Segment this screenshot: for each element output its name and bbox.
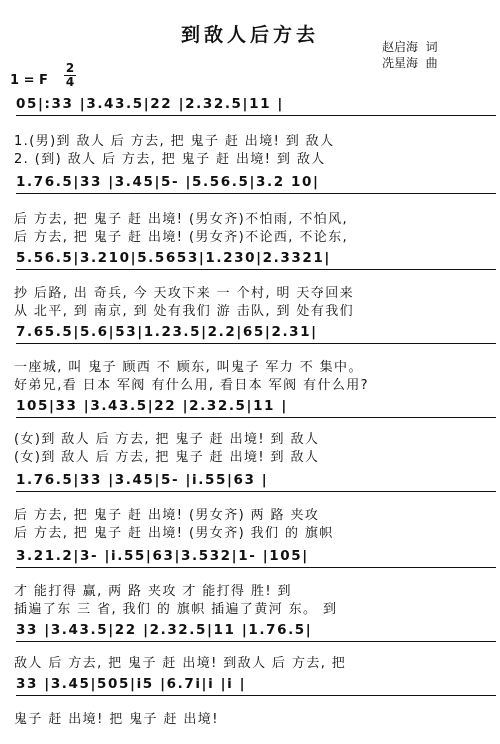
lyric-line: 插遍了东 三 省, 我们 的 旗帜 插遍了黄河 东。 到 (14, 602, 338, 617)
time-signature (64, 62, 76, 89)
notation-text: 105|33 |3.43.5|22 |2.32.5|11 | (16, 398, 288, 414)
notation-text: 33 |3.43.5|22 |2.32.5|11 |1.76.5| (16, 622, 313, 638)
lyric-line: 1.(男)到 敌人 后 方去, 把 鬼子 赶 出境! 到 敌人 (14, 134, 335, 149)
notation-row (16, 174, 496, 192)
notation-text: 05|:33 |3.43.5|22 |2.32.5|11 | (16, 96, 284, 112)
beam-line (16, 269, 496, 270)
lyricist-credit: 赵启海 词 (382, 40, 438, 54)
notation-row (16, 398, 496, 416)
lyric-line: 后 方去, 把 鬼子 赶 出境! (男女齐)不怕雨, 不怕风, (14, 212, 349, 227)
notation-row (16, 622, 496, 640)
beam-line (16, 567, 496, 568)
notation-row (16, 96, 496, 114)
notation-row (16, 676, 496, 694)
beam-line (16, 343, 496, 344)
lyric-line: 一座城, 叫 鬼子 顾西 不 顾东, 叫鬼子 军力 不 集中。 (14, 360, 363, 375)
time-numerator: 2 (65, 61, 75, 75)
notation-row (16, 324, 496, 342)
notation-text: 7.65.5|5.6|53|1.23.5|2.2|65|2.31| (16, 324, 318, 340)
lyric-line: (女)到 敌人 后 方去, 把 鬼子 赶 出境! 到 敌人 (14, 432, 320, 447)
notation-text: 5.56.5|3.210|5.5653|1.230|2.3321| (16, 250, 331, 266)
notation-row (16, 548, 496, 566)
beam-line (16, 695, 496, 696)
lyric-line: (女)到 敌人 后 方去, 把 鬼子 赶 出境! 到 敌人 (14, 450, 320, 465)
lyric-line: 鬼子 赶 出境! 把 鬼子 赶 出境! (14, 712, 219, 727)
beam-line (16, 641, 496, 642)
key-signature: 1 = F (10, 73, 48, 88)
lyric-line: 才 能打得 赢, 两 路 夹攻 才 能打得 胜! 到 (14, 584, 292, 599)
notation-text: 1.76.5|33 |3.45|5- |i.55|63 | (16, 472, 269, 488)
lyric-line: 敌人 后 方去, 把 鬼子 赶 出境! 到敌人 后 方去, 把 (14, 656, 347, 671)
lyric-line: 后 方去, 把 鬼子 赶 出境! (男女齐) 两 路 夹攻 (14, 508, 320, 523)
lyric-line: 2. (到) 敌人 后 方去, 把 鬼子 赶 出境! 到 敌人 (14, 152, 326, 167)
notation-row (16, 472, 496, 490)
notation-text: 3.21.2|3- |i.55|63|3.532|1- |105| (16, 548, 309, 564)
notation-text: 1.76.5|33 |3.45|5- |5.56.5|3.2 10| (16, 174, 320, 190)
beam-line (16, 115, 496, 116)
beam-line (16, 193, 496, 194)
beam-line (16, 491, 496, 492)
notation-text: 33 |3.45|505|i5 |6.7i|i |i | (16, 676, 247, 692)
beam-line (16, 417, 496, 418)
notation-row (16, 250, 496, 268)
lyric-line: 抄 后路, 出 奇兵, 今 天攻下来 一 个村, 明 天夺回来 (14, 286, 354, 301)
time-denominator: 4 (65, 75, 75, 89)
lyric-line: 后 方去, 把 鬼子 赶 出境! (男女齐) 我们 的 旗帜 (14, 526, 334, 541)
song-title: 到敌人后方去 (180, 24, 319, 46)
lyric-line: 好弟兄,看 日本 军阀 有什么用, 看日本 军阀 有什么用? (14, 378, 369, 393)
lyric-line: 后 方去, 把 鬼子 赶 出境! (男女齐)不论西, 不论东, (14, 230, 349, 245)
lyric-line: 从 北平, 到 南京, 到 处有我们 游 击队, 到 处有我们 (14, 304, 354, 319)
composer-credit: 冼星海 曲 (382, 56, 438, 70)
